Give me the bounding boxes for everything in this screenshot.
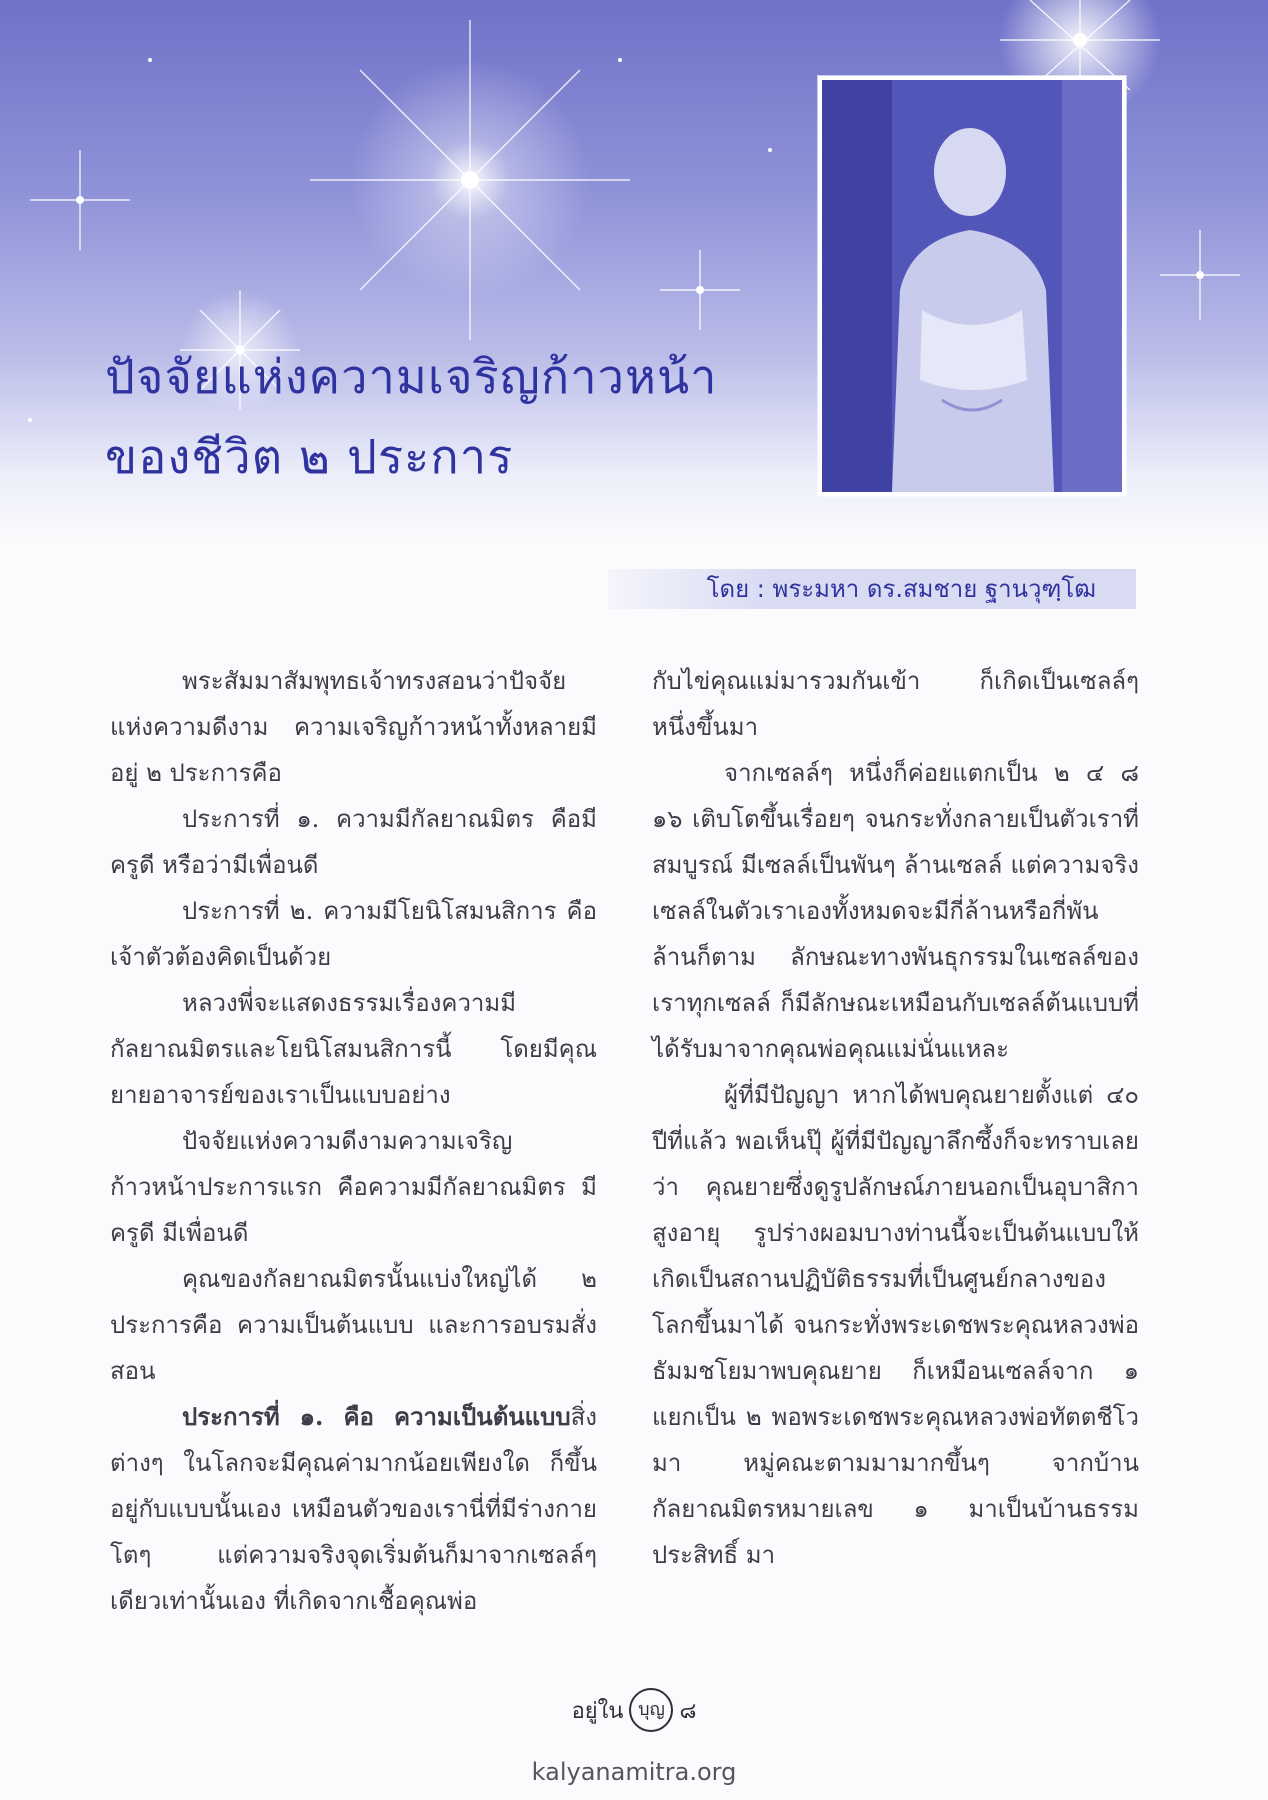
author-photo-frame — [818, 76, 1126, 496]
website-url: kalyanamitra.org — [531, 1758, 737, 1786]
right-column — [652, 658, 1139, 1578]
paragraph-text: สิ่งต่างๆ ในโลกจะมีคุณค่ามากน้อยเพียงใด ก็ขึ้นอยู่กับแบบนั้นเอง เหมือนตัวของเรานี่ที่มีร่างกายโตๆ แต่ความจริงจุดเริ่มต้นก็มาจากเซลล์ๆ เดียวเท่านั้นเอง ที่เกิดจากเชื้อคุณพ่อ — [110, 1403, 597, 1615]
logo-circle: บุญ — [629, 1688, 673, 1732]
title-line-2: ของชีวิต ๒ ประการ — [105, 430, 514, 485]
logo-text: อยู่ใน — [571, 1698, 624, 1724]
left-column — [110, 658, 597, 1624]
paragraph-with-heading — [110, 1394, 597, 1624]
article-title — [105, 338, 805, 498]
monk-figure — [822, 80, 1122, 492]
header-banner — [0, 0, 1268, 540]
magazine-logo — [572, 1688, 697, 1732]
paragraph: กับไข่คุณแม่มารวมกันเข้า ก็เกิดเป็นเซลล์ๆ หนึ่งขึ้นมา — [652, 667, 1139, 741]
paragraph: คุณของกัลยาณมิตรนั้นแบ่งใหญ่ได้ ๒ ประการคือ ความเป็นต้นแบบ และการอบรมสั่งสอน — [110, 1265, 597, 1385]
title-line-1: ปัจจัยแห่งความเจริญก้าวหน้า — [105, 350, 718, 405]
paragraph: หลวงพี่จะแสดงธรรมเรื่องความมีกัลยาณมิตรและโยนิโสมนสิการนี้ โดยมีคุณยายอาจารย์ของเราเป็นแบบอย่าง — [110, 989, 597, 1109]
article-body — [110, 658, 1140, 1638]
paragraph: ประการที่ ๒. ความมีโยนิโสมนสิการ คือเจ้าตัวต้องคิดเป็นด้วย — [110, 897, 597, 971]
paragraph: ผู้ที่มีปัญญา หากได้พบคุณยายตั้งแต่ ๔๐ ปีที่แล้ว พอเห็นปุ๊ ผู้ที่มีปัญญาลึกซึ้งก็จะทราบเลยว่า คุณยายซึ่งดูรูปลักษณ์ภายนอกเป็นอุบาสิกาสูงอายุ รูปร่างผอมบางท่านนี้จะเป็นต้นแบบให้เกิดเป็นสถานปฏิบัติธรรมที่เป็นศูนย์กลางของโลกขึ้นมาได้ จนกระทั่งพระเดชพระคุณหลวงพ่อธัมมชโยมาพบคุณยาย ก็เหมือนเซลล์จาก ๑ แยกเป็น ๒ พอพระเดชพระคุณหลวงพ่อทัตตชีโวมา หมู่คณะตามมามากขึ้นๆ จากบ้านกัลยาณมิตรหมายเลข ๑ มาเป็นบ้านธรรมประสิทธิ์ มา — [652, 1081, 1139, 1569]
page-footer — [0, 1688, 1268, 1748]
bold-heading: ประการที่ ๑. คือ ความเป็นต้นแบบ — [182, 1402, 571, 1431]
monk-portrait-photo — [822, 80, 1122, 492]
paragraph: ปัจจัยแห่งความดีงามความเจริญก้าวหน้าประการแรก คือความมีกัลยาณมิตร มีครูดี มีเพื่อนดี — [110, 1127, 597, 1247]
paragraph: พระสัมมาสัมพุทธเจ้าทรงสอนว่าปัจจัยแห่งความดีงาม ความเจริญก้าวหน้าทั้งหลายมีอยู่ ๒ ประการคือ — [110, 667, 597, 787]
author-byline: โดย : พระมหา ดร.สมชาย ฐานวุฑฺโฒ — [608, 569, 1136, 609]
paragraph: ประการที่ ๑. ความมีกัลยาณมิตร คือมีครูดี หรือว่ามีเพื่อนดี — [110, 805, 597, 879]
page-number: ๘ — [679, 1698, 697, 1724]
paragraph: จากเซลล์ๆ หนึ่งก็ค่อยแตกเป็น ๒ ๔ ๘ ๑๖ เติบโตขึ้นเรื่อยๆ จนกระทั่งกลายเป็นตัวเราที่สมบูรณ์ มีเซลล์เป็นพันๆ ล้านเซลล์ แต่ความจริงเซลล์ในตัวเราเองทั้งหมดจะมีกี่ล้านหรือกี่พันล้านก็ตาม ลักษณะทางพันธุกรรมในเซลล์ของเราทุกเซลล์ ก็มีลักษณะเหมือนกับเซลล์ต้นแบบที่ได้รับมาจากคุณพ่อคุณแม่นั่นแหละ — [652, 759, 1139, 1063]
